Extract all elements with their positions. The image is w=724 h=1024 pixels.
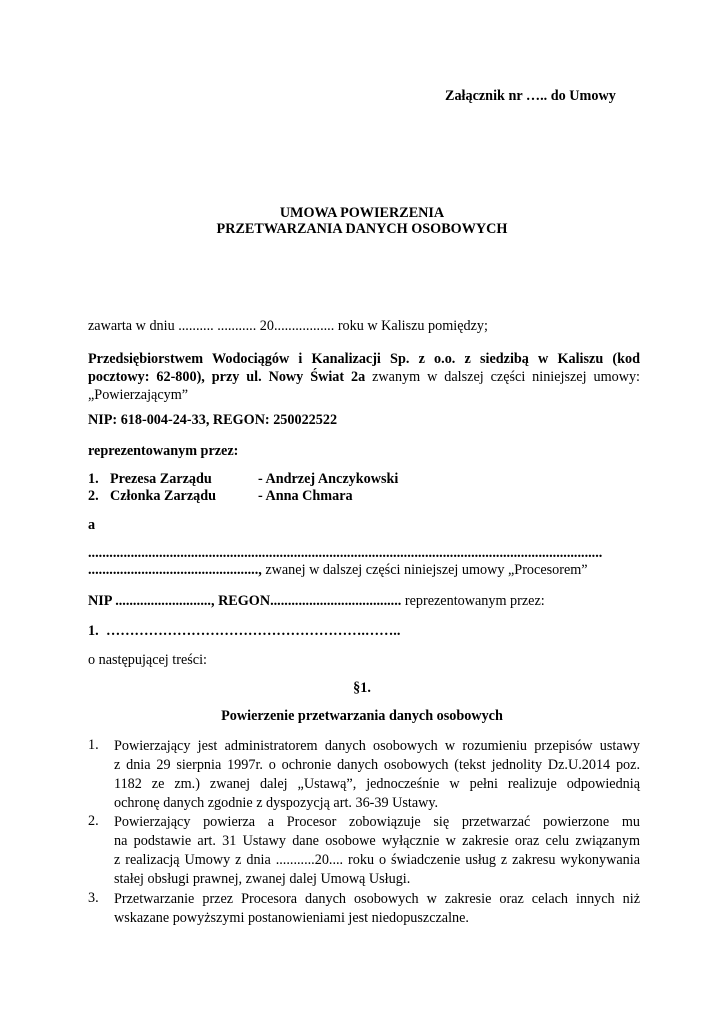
party2-dots-line: ................................................................................................................................................. bbox=[88, 545, 603, 561]
item-1-line-1: Powierzający jest administratorem danych osobowych w rozumieniu przepisów ustawy bbox=[114, 738, 640, 754]
party1-block bbox=[88, 350, 640, 404]
rep-1-role: Prezesa Zarządu bbox=[110, 471, 212, 487]
item-1 bbox=[114, 737, 640, 813]
party2-regon: REGON..................................... bbox=[214, 593, 402, 609]
rep-1-num: 1. bbox=[88, 471, 99, 487]
party2-line-2 bbox=[88, 562, 588, 579]
section-heading: Powierzenie przetwarzania danych osobowych bbox=[221, 708, 503, 724]
item-3-number: 3. bbox=[88, 890, 99, 906]
item-1-line-3: 1182 ze zm.) zwanej dalej „Ustawą”, jednocześnie w pełni realizuje odpowiednią bbox=[114, 776, 640, 792]
item-2 bbox=[114, 813, 640, 889]
item-2-number: 2. bbox=[88, 813, 99, 829]
rep-1-name: - Andrzej Anczykowski bbox=[258, 471, 399, 487]
representative-1 bbox=[88, 471, 398, 488]
party1-represented-by: reprezentowanym przez: bbox=[88, 443, 239, 459]
item-2-line-2: na podstawie art. 31 Ustawy dane osobowe wyłącznie w zakresie oraz celu związanym bbox=[114, 833, 640, 849]
following-text: o następującej treści: bbox=[88, 652, 207, 668]
party1-line-2 bbox=[88, 368, 640, 386]
party2-rep-dots: ……………………………………………….…….. bbox=[106, 623, 401, 639]
party2-ids bbox=[88, 593, 545, 610]
item-1-line-2: z dnia 29 sierpnia 1997r. o ochronie danych osobowych (tekst jednolity Dz.U.2014 poz. bbox=[114, 757, 640, 773]
section-mark: §1. bbox=[353, 680, 371, 696]
annex-label: Załącznik nr ….. do Umowy bbox=[445, 88, 616, 104]
item-2-line-4: stałej obsługi prawnej, zwanej dalej Umową Usługi. bbox=[114, 871, 411, 887]
party2-representative bbox=[88, 623, 400, 640]
rep-2-name: - Anna Chmara bbox=[258, 488, 353, 504]
item-1-line-4: ochronę danych zgodnie z dyspozycją art. 36-39 Ustawy. bbox=[114, 795, 439, 811]
representative-2 bbox=[88, 488, 353, 505]
party2-called: zwanej w dalszej części niniejszej umowy „Procesorem” bbox=[261, 562, 588, 578]
party1-address: pocztowy: 62-800), przy ul. Nowy Świat 2a bbox=[88, 369, 366, 385]
item-3-line-1: Przetwarzanie przez Procesora danych osobowych w zakresie oraz celach innych niż bbox=[114, 891, 640, 907]
item-3 bbox=[114, 890, 640, 928]
party2-rep-num: 1. bbox=[88, 623, 99, 639]
rep-2-num: 2. bbox=[88, 488, 99, 504]
title-line-2: PRZETWARZANIA DANYCH OSOBOWYCH bbox=[216, 221, 508, 237]
item-2-line-1: Powierzający powierza a Procesor zobowiązuje się przetwarzać powierzone mu bbox=[114, 814, 640, 830]
party1-ids: NIP: 618-004-24-33, REGON: 250022522 bbox=[88, 412, 338, 428]
item-3-line-2: wskazane powyższymi postanowieniami jest niedopuszczalne. bbox=[114, 910, 469, 926]
party1-line-1: Przedsiębiorstwem Wodociągów i Kanalizacji Sp. z o.o. z siedzibą w Kaliszu (kod bbox=[88, 351, 640, 367]
party1-line-3: „Powierzającym” bbox=[88, 387, 189, 403]
conjunction: a bbox=[88, 517, 96, 533]
party2-nip: NIP ..........................., bbox=[88, 593, 215, 609]
party2-dots-short: ................................................, bbox=[88, 562, 262, 578]
intro-line: zawarta w dniu .......... ........... 20................. roku w Kaliszu pomiędzy; bbox=[88, 318, 488, 334]
party1-called: zwanym w dalszej części niniejszej umowy: bbox=[365, 369, 640, 385]
title-line-1: UMOWA POWIERZENIA bbox=[279, 205, 445, 221]
item-2-line-3: z realizacją Umowy z dnia ...........20.... roku o świadczenie usług z zakresu wykonywania bbox=[114, 852, 640, 868]
item-1-number: 1. bbox=[88, 737, 99, 753]
party2-represented-by: reprezentowanym przez: bbox=[401, 593, 545, 609]
rep-2-role: Członka Zarządu bbox=[110, 488, 217, 504]
